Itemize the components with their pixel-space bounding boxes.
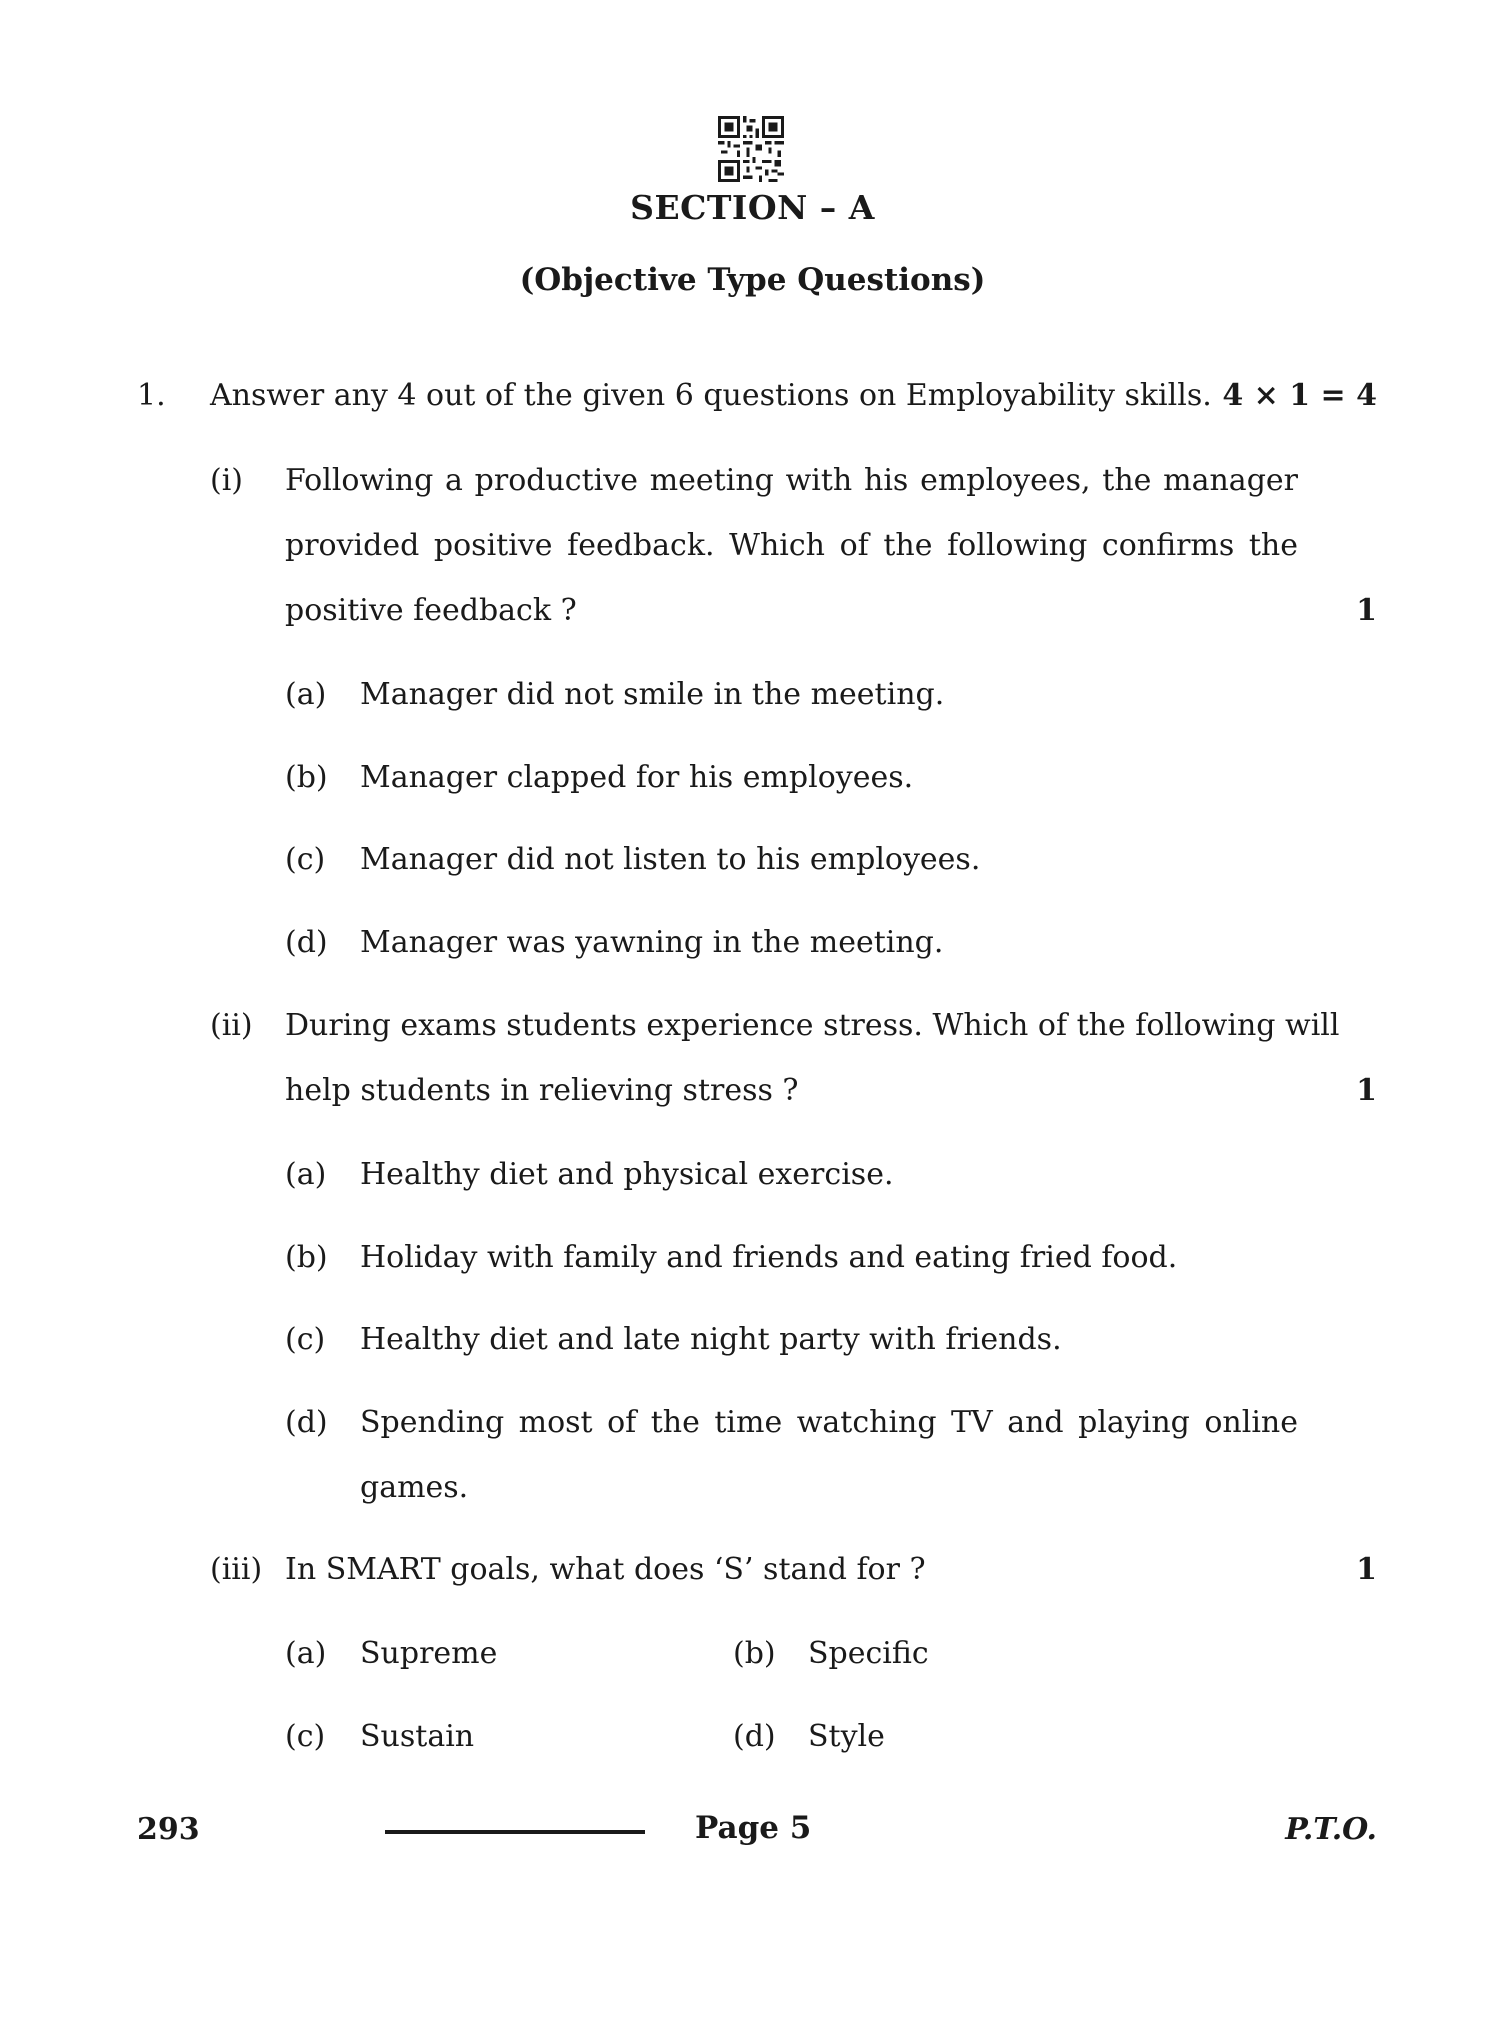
option-label: (d) [285,925,328,960]
option-label: (c) [285,1322,326,1357]
option-label: (a) [285,1636,327,1671]
option-text-line: Spending most of the time watching TV and playing online [360,1405,1298,1440]
option-text: Manager did not listen to his employees. [360,842,981,877]
footer-divider [385,1830,645,1834]
qr-code-icon [718,116,784,182]
subquestion-text-line: During exams students experience stress. Which of the following will [285,1008,1340,1043]
option-text: Supreme [360,1636,498,1671]
option-label: (c) [285,842,326,877]
subquestion-text: In SMART goals, what does ‘S’ stand for ? [285,1552,926,1587]
option-text: Specific [808,1636,929,1671]
option-text-line: games. [360,1470,469,1505]
option-text: Manager clapped for his employees. [360,760,914,795]
section-title: SECTION – A [630,188,875,227]
option-text: Healthy diet and late night party with friends. [360,1322,1062,1357]
option-label: (a) [285,677,327,712]
question-instruction: Answer any 4 out of the given 6 questions on Employability skills. [210,378,1212,413]
subquestion-marks: 1 [1356,1552,1377,1587]
option-text: Holiday with family and friends and eating fried food. [360,1240,1178,1275]
option-text: Style [808,1719,885,1754]
option-text: Manager was yawning in the meeting. [360,925,944,960]
subquestion-label: (i) [210,463,244,498]
subquestion-marks: 1 [1356,1073,1377,1108]
subquestion-label: (iii) [210,1552,263,1587]
section-subtitle: (Objective Type Questions) [519,262,986,298]
option-text: Manager did not smile in the meeting. [360,677,945,712]
option-label: (a) [285,1157,327,1192]
subquestion-text-line: positive feedback ? [285,593,577,628]
option-label: (b) [285,760,328,795]
please-turn-over: P.T.O. [1285,1812,1377,1847]
paper-code: 293 [137,1812,200,1847]
option-label: (c) [285,1719,326,1754]
subquestion-marks: 1 [1356,593,1377,628]
page-number: Page 5 [695,1810,812,1846]
option-label: (b) [285,1240,328,1275]
option-text: Sustain [360,1719,475,1754]
question-number: 1. [137,378,166,413]
option-label: (d) [733,1719,776,1754]
subquestion-text-line: help students in relieving stress ? [285,1073,799,1108]
option-label: (b) [733,1636,776,1671]
subquestion-text-line: provided positive feedback. Which of the following confirms the [285,528,1298,563]
subquestion-label: (ii) [210,1008,253,1043]
question-marks: 4 × 1 = 4 [1222,378,1377,413]
option-text: Healthy diet and physical exercise. [360,1157,894,1192]
option-label: (d) [285,1405,328,1440]
subquestion-text-line: Following a productive meeting with his employees, the manager [285,463,1298,498]
